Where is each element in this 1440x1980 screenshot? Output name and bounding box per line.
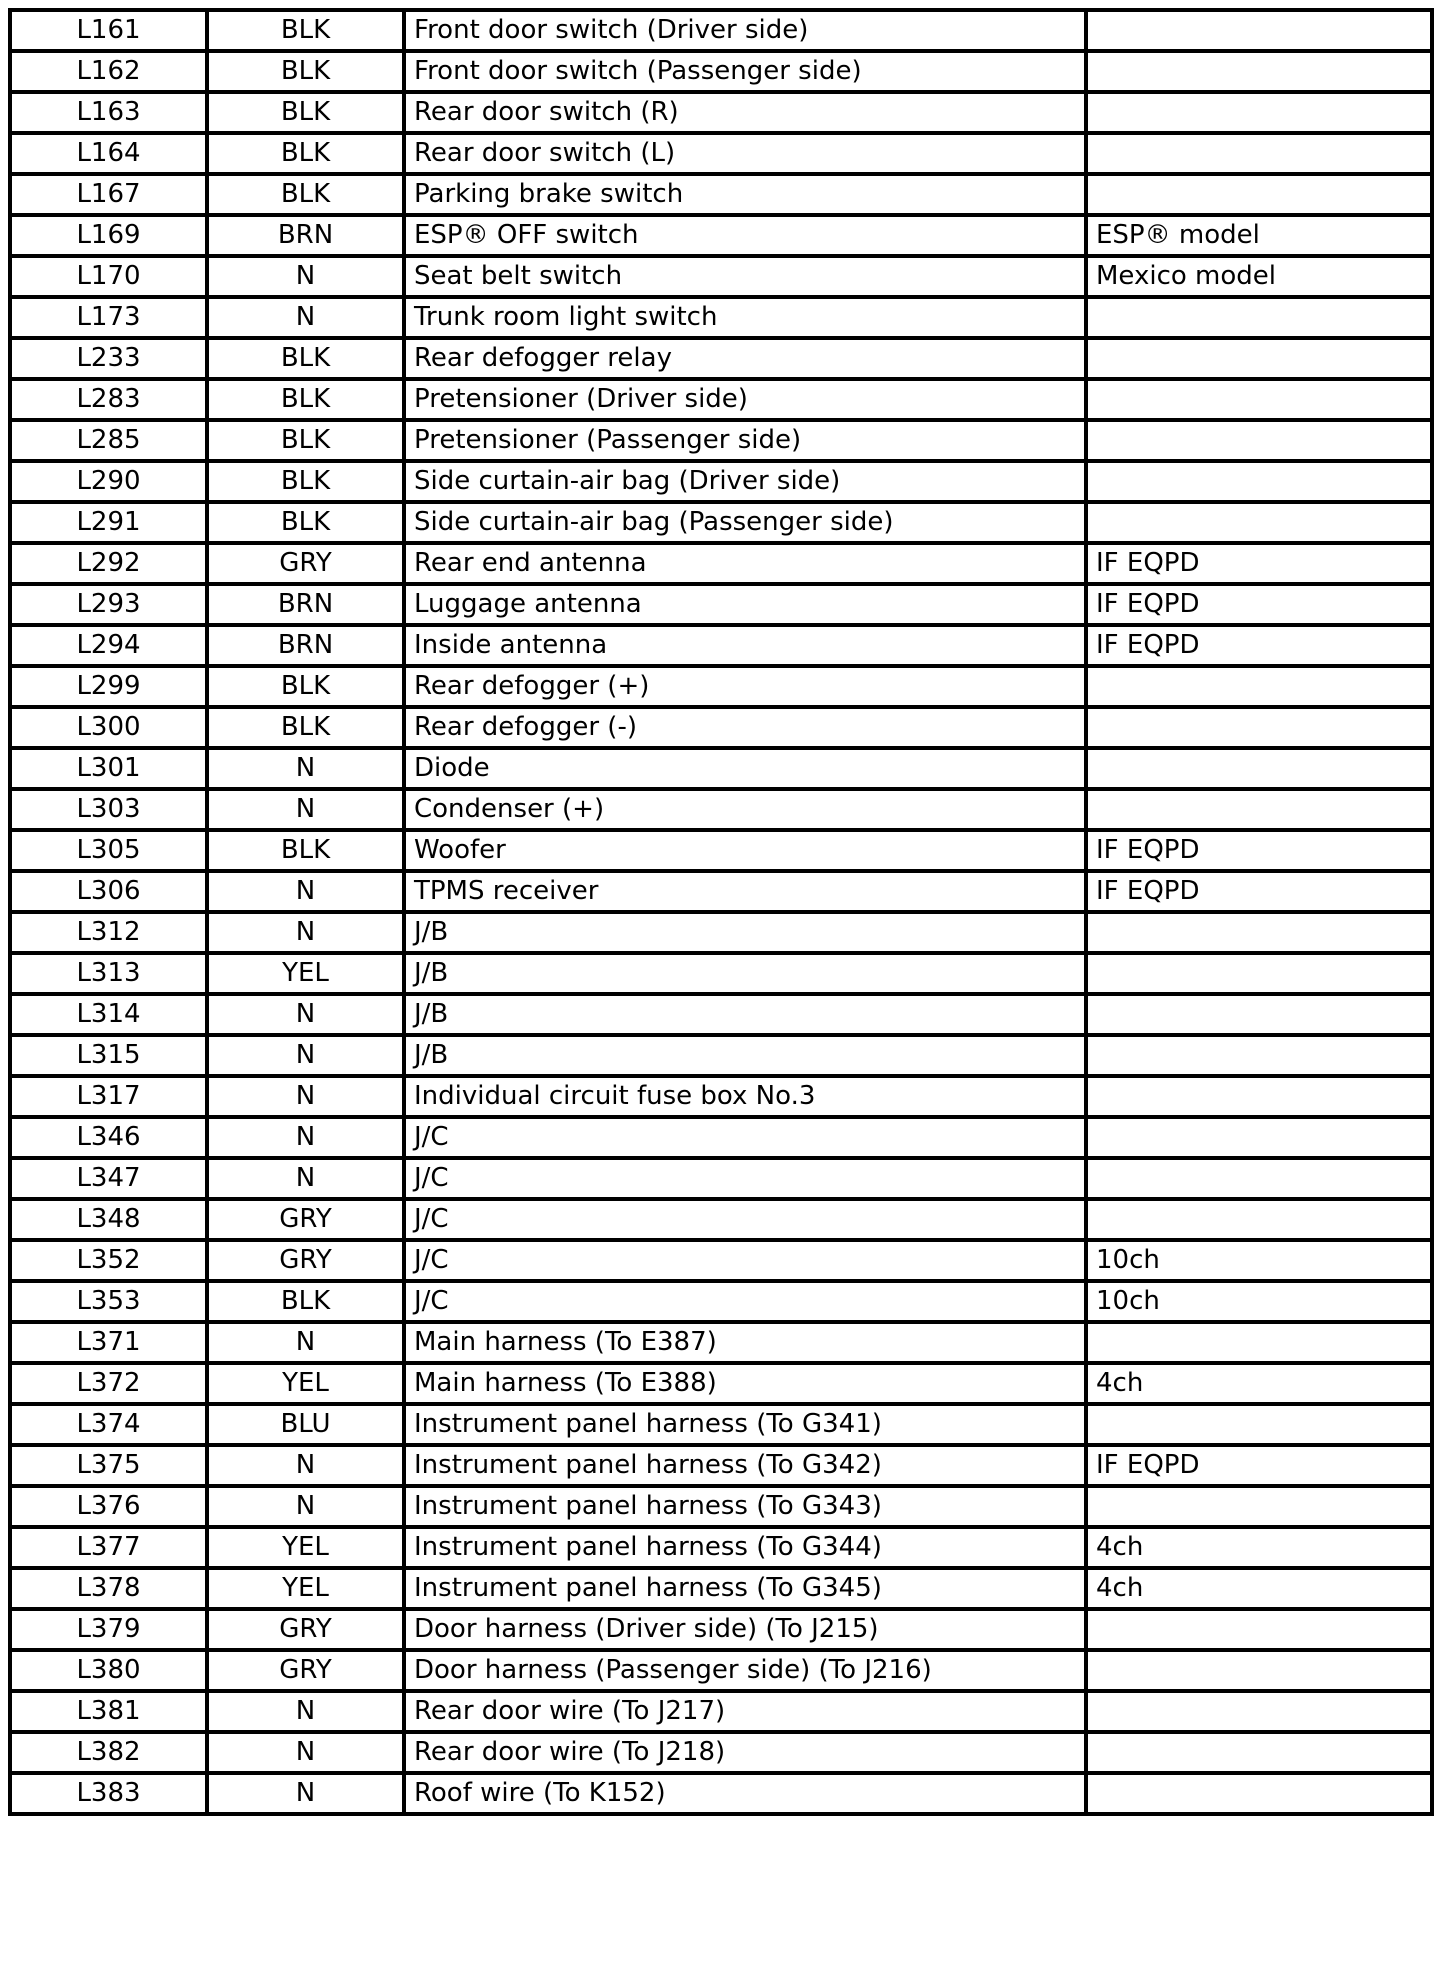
table-row	[10, 1650, 1432, 1691]
connector-number-cell: L170	[10, 256, 207, 297]
connector-number-cell: L382	[10, 1732, 207, 1773]
table-row	[10, 133, 1432, 174]
description-cell: Rear door wire (To J218)	[404, 1732, 1086, 1773]
remarks-cell	[1086, 1404, 1432, 1445]
table-row	[10, 1076, 1432, 1117]
connector-table	[8, 8, 1434, 1816]
description-cell: Luggage antenna	[404, 584, 1086, 625]
wire-color-cell: YEL	[207, 1527, 404, 1568]
remarks-cell	[1086, 1158, 1432, 1199]
description-cell: J/C	[404, 1158, 1086, 1199]
description-cell: Main harness (To E388)	[404, 1363, 1086, 1404]
wire-color-cell: N	[207, 1322, 404, 1363]
description-cell: Pretensioner (Driver side)	[404, 379, 1086, 420]
connector-number-cell: L375	[10, 1445, 207, 1486]
description-cell: Instrument panel harness (To G343)	[404, 1486, 1086, 1527]
wire-color-cell: YEL	[207, 953, 404, 994]
connector-number-cell: L380	[10, 1650, 207, 1691]
remarks-cell	[1086, 748, 1432, 789]
description-cell: Condenser (+)	[404, 789, 1086, 830]
remarks-cell: IF EQPD	[1086, 625, 1432, 666]
remarks-cell	[1086, 1322, 1432, 1363]
description-cell: Door harness (Driver side) (To J215)	[404, 1609, 1086, 1650]
description-cell: J/C	[404, 1240, 1086, 1281]
table-row	[10, 215, 1432, 256]
remarks-cell	[1086, 1732, 1432, 1773]
description-cell: Front door switch (Passenger side)	[404, 51, 1086, 92]
wire-color-cell: GRY	[207, 1199, 404, 1240]
connector-number-cell: L352	[10, 1240, 207, 1281]
remarks-cell	[1086, 994, 1432, 1035]
remarks-cell	[1086, 1035, 1432, 1076]
description-cell: Rear door wire (To J217)	[404, 1691, 1086, 1732]
description-cell: Individual circuit fuse box No.3	[404, 1076, 1086, 1117]
remarks-cell	[1086, 1650, 1432, 1691]
description-cell: J/B	[404, 912, 1086, 953]
remarks-cell	[1086, 1609, 1432, 1650]
wire-color-cell: N	[207, 789, 404, 830]
description-cell: Instrument panel harness (To G341)	[404, 1404, 1086, 1445]
connector-number-cell: L315	[10, 1035, 207, 1076]
remarks-cell	[1086, 379, 1432, 420]
wire-color-cell: N	[207, 1076, 404, 1117]
table-row	[10, 461, 1432, 502]
description-cell: Rear defogger (+)	[404, 666, 1086, 707]
wire-color-cell: N	[207, 1158, 404, 1199]
connector-number-cell: L348	[10, 1199, 207, 1240]
description-cell: Main harness (To E387)	[404, 1322, 1086, 1363]
wire-color-cell: BLU	[207, 1404, 404, 1445]
remarks-cell	[1086, 1117, 1432, 1158]
wire-color-cell: BLK	[207, 92, 404, 133]
wire-color-cell: N	[207, 748, 404, 789]
table-row	[10, 297, 1432, 338]
wire-color-cell: GRY	[207, 1240, 404, 1281]
wire-color-cell: N	[207, 1445, 404, 1486]
wire-color-cell: BLK	[207, 133, 404, 174]
table-row	[10, 1609, 1432, 1650]
description-cell: J/C	[404, 1199, 1086, 1240]
description-cell: Roof wire (To K152)	[404, 1773, 1086, 1814]
description-cell: Pretensioner (Passenger side)	[404, 420, 1086, 461]
wire-color-cell: BLK	[207, 379, 404, 420]
connector-number-cell: L293	[10, 584, 207, 625]
wire-color-cell: BRN	[207, 584, 404, 625]
table-row	[10, 338, 1432, 379]
remarks-cell	[1086, 1199, 1432, 1240]
description-cell: Seat belt switch	[404, 256, 1086, 297]
wire-color-cell: BLK	[207, 174, 404, 215]
table-row	[10, 10, 1432, 51]
wire-color-cell: N	[207, 1691, 404, 1732]
connector-number-cell: L371	[10, 1322, 207, 1363]
wire-color-cell: N	[207, 297, 404, 338]
connector-number-cell: L379	[10, 1609, 207, 1650]
remarks-cell: IF EQPD	[1086, 1445, 1432, 1486]
remarks-cell: IF EQPD	[1086, 543, 1432, 584]
table-row	[10, 666, 1432, 707]
description-cell: Instrument panel harness (To G344)	[404, 1527, 1086, 1568]
remarks-cell	[1086, 912, 1432, 953]
remarks-cell	[1086, 1691, 1432, 1732]
connector-number-cell: L300	[10, 707, 207, 748]
connector-number-cell: L346	[10, 1117, 207, 1158]
description-cell: TPMS receiver	[404, 871, 1086, 912]
connector-number-cell: L169	[10, 215, 207, 256]
wire-color-cell: N	[207, 1732, 404, 1773]
table-row	[10, 707, 1432, 748]
remarks-cell: 4ch	[1086, 1568, 1432, 1609]
remarks-cell	[1086, 1773, 1432, 1814]
description-cell: J/C	[404, 1117, 1086, 1158]
description-cell: Door harness (Passenger side) (To J216)	[404, 1650, 1086, 1691]
description-cell: Rear defogger (-)	[404, 707, 1086, 748]
connector-number-cell: L353	[10, 1281, 207, 1322]
remarks-cell	[1086, 707, 1432, 748]
remarks-cell: Mexico model	[1086, 256, 1432, 297]
connector-table-body	[10, 10, 1432, 1814]
wire-color-cell: BLK	[207, 461, 404, 502]
table-row	[10, 871, 1432, 912]
connector-number-cell: L378	[10, 1568, 207, 1609]
wire-color-cell: N	[207, 912, 404, 953]
wire-color-cell: BLK	[207, 707, 404, 748]
connector-number-cell: L299	[10, 666, 207, 707]
table-row	[10, 174, 1432, 215]
wire-color-cell: N	[207, 1035, 404, 1076]
remarks-cell	[1086, 297, 1432, 338]
description-cell: Diode	[404, 748, 1086, 789]
wire-color-cell: BLK	[207, 1281, 404, 1322]
table-row	[10, 625, 1432, 666]
remarks-cell: 4ch	[1086, 1363, 1432, 1404]
description-cell: Side curtain-air bag (Driver side)	[404, 461, 1086, 502]
table-row	[10, 1486, 1432, 1527]
wire-color-cell: BLK	[207, 338, 404, 379]
table-row	[10, 1691, 1432, 1732]
connector-number-cell: L173	[10, 297, 207, 338]
connector-number-cell: L372	[10, 1363, 207, 1404]
table-row	[10, 1117, 1432, 1158]
description-cell: Rear defogger relay	[404, 338, 1086, 379]
remarks-cell	[1086, 502, 1432, 543]
remarks-cell	[1086, 1486, 1432, 1527]
connector-number-cell: L167	[10, 174, 207, 215]
remarks-cell	[1086, 953, 1432, 994]
connector-number-cell: L283	[10, 379, 207, 420]
description-cell: J/C	[404, 1281, 1086, 1322]
remarks-cell	[1086, 10, 1432, 51]
table-row	[10, 1773, 1432, 1814]
remarks-cell	[1086, 420, 1432, 461]
remarks-cell: IF EQPD	[1086, 871, 1432, 912]
description-cell: Instrument panel harness (To G342)	[404, 1445, 1086, 1486]
remarks-cell: ESP® model	[1086, 215, 1432, 256]
connector-number-cell: L317	[10, 1076, 207, 1117]
connector-number-cell: L314	[10, 994, 207, 1035]
connector-number-cell: L233	[10, 338, 207, 379]
table-row	[10, 994, 1432, 1035]
remarks-cell: IF EQPD	[1086, 584, 1432, 625]
connector-number-cell: L303	[10, 789, 207, 830]
connector-number-cell: L305	[10, 830, 207, 871]
table-row	[10, 1035, 1432, 1076]
description-cell: ESP® OFF switch	[404, 215, 1086, 256]
wire-color-cell: BLK	[207, 502, 404, 543]
table-row	[10, 584, 1432, 625]
connector-number-cell: L290	[10, 461, 207, 502]
connector-number-cell: L376	[10, 1486, 207, 1527]
wire-color-cell: BLK	[207, 666, 404, 707]
remarks-cell: 4ch	[1086, 1527, 1432, 1568]
table-row	[10, 1732, 1432, 1773]
wire-color-cell: N	[207, 1773, 404, 1814]
description-cell: Instrument panel harness (To G345)	[404, 1568, 1086, 1609]
wire-color-cell: YEL	[207, 1363, 404, 1404]
table-row	[10, 1281, 1432, 1322]
table-row	[10, 1445, 1432, 1486]
table-row	[10, 789, 1432, 830]
description-cell: Inside antenna	[404, 625, 1086, 666]
connector-number-cell: L161	[10, 10, 207, 51]
table-row	[10, 1363, 1432, 1404]
table-row	[10, 379, 1432, 420]
remarks-cell	[1086, 133, 1432, 174]
description-cell: J/B	[404, 953, 1086, 994]
connector-number-cell: L383	[10, 1773, 207, 1814]
table-row	[10, 1322, 1432, 1363]
connector-number-cell: L285	[10, 420, 207, 461]
wire-color-cell: GRY	[207, 1609, 404, 1650]
description-cell: J/B	[404, 1035, 1086, 1076]
connector-number-cell: L164	[10, 133, 207, 174]
table-row	[10, 420, 1432, 461]
table-row	[10, 543, 1432, 584]
remarks-cell	[1086, 1076, 1432, 1117]
description-cell: Front door switch (Driver side)	[404, 10, 1086, 51]
table-row	[10, 92, 1432, 133]
wire-color-cell: YEL	[207, 1568, 404, 1609]
wire-color-cell: BLK	[207, 420, 404, 461]
wire-color-cell: N	[207, 994, 404, 1035]
table-row	[10, 1404, 1432, 1445]
remarks-cell: 10ch	[1086, 1281, 1432, 1322]
remarks-cell	[1086, 174, 1432, 215]
connector-number-cell: L374	[10, 1404, 207, 1445]
table-row	[10, 1199, 1432, 1240]
wire-color-cell: GRY	[207, 543, 404, 584]
remarks-cell	[1086, 51, 1432, 92]
connector-number-cell: L347	[10, 1158, 207, 1199]
connector-number-cell: L292	[10, 543, 207, 584]
connector-number-cell: L312	[10, 912, 207, 953]
connector-number-cell: L306	[10, 871, 207, 912]
connector-number-cell: L381	[10, 1691, 207, 1732]
connector-number-cell: L163	[10, 92, 207, 133]
connector-number-cell: L301	[10, 748, 207, 789]
description-cell: Woofer	[404, 830, 1086, 871]
wire-color-cell: BRN	[207, 625, 404, 666]
table-row	[10, 748, 1432, 789]
wire-color-cell: BLK	[207, 51, 404, 92]
wire-color-cell: N	[207, 1117, 404, 1158]
wire-color-cell: BLK	[207, 10, 404, 51]
description-cell: Rear end antenna	[404, 543, 1086, 584]
description-cell: Rear door switch (L)	[404, 133, 1086, 174]
remarks-cell	[1086, 338, 1432, 379]
table-row	[10, 256, 1432, 297]
description-cell: Rear door switch (R)	[404, 92, 1086, 133]
table-row	[10, 912, 1432, 953]
remarks-cell	[1086, 666, 1432, 707]
connector-number-cell: L377	[10, 1527, 207, 1568]
wire-color-cell: N	[207, 871, 404, 912]
table-row	[10, 830, 1432, 871]
remarks-cell: 10ch	[1086, 1240, 1432, 1281]
connector-number-cell: L162	[10, 51, 207, 92]
description-cell: Parking brake switch	[404, 174, 1086, 215]
connector-number-cell: L313	[10, 953, 207, 994]
remarks-cell	[1086, 92, 1432, 133]
connector-number-cell: L294	[10, 625, 207, 666]
wire-color-cell: GRY	[207, 1650, 404, 1691]
table-row	[10, 1158, 1432, 1199]
remarks-cell	[1086, 461, 1432, 502]
wire-color-cell: BLK	[207, 830, 404, 871]
table-row	[10, 1527, 1432, 1568]
description-cell: J/B	[404, 994, 1086, 1035]
table-row	[10, 953, 1432, 994]
description-cell: Trunk room light switch	[404, 297, 1086, 338]
table-row	[10, 1240, 1432, 1281]
description-cell: Side curtain-air bag (Passenger side)	[404, 502, 1086, 543]
remarks-cell	[1086, 789, 1432, 830]
table-row	[10, 51, 1432, 92]
connector-number-cell: L291	[10, 502, 207, 543]
wire-color-cell: N	[207, 256, 404, 297]
wire-color-cell: N	[207, 1486, 404, 1527]
table-row	[10, 502, 1432, 543]
table-row	[10, 1568, 1432, 1609]
wire-color-cell: BRN	[207, 215, 404, 256]
remarks-cell: IF EQPD	[1086, 830, 1432, 871]
